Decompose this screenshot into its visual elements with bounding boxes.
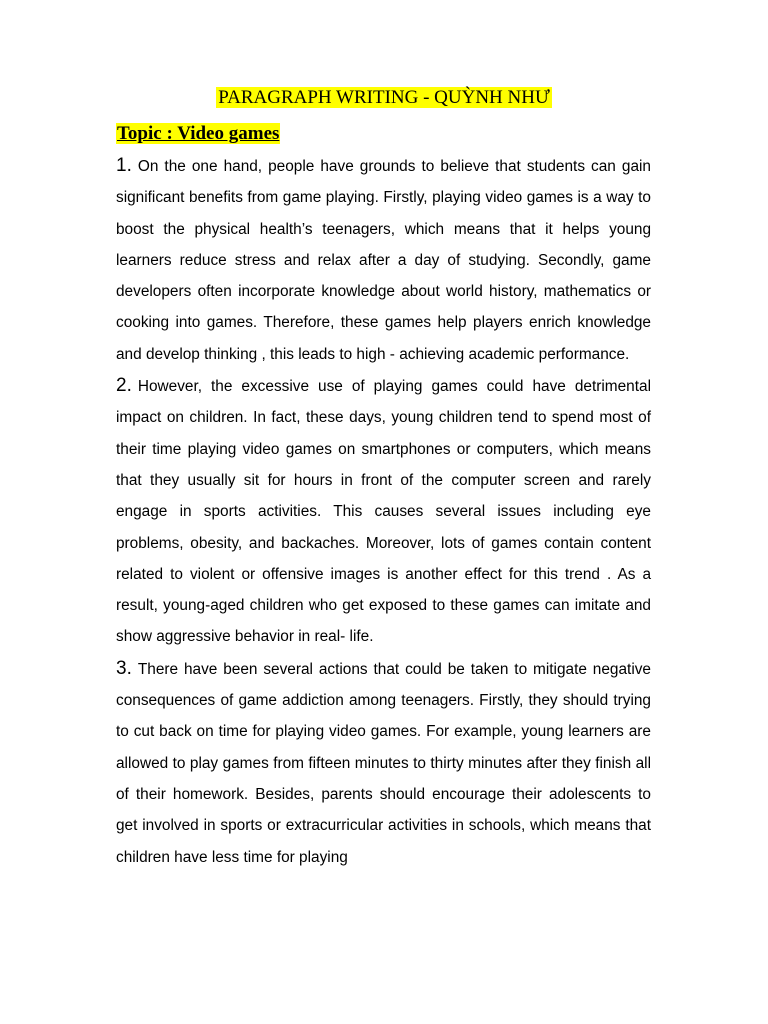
paragraph-1 — [116, 150, 651, 370]
paragraph-1-text: On the one hand, people have grounds to believe that students can gain significant benefits from game playing. Firstly, playing video games is a way to boost the physical health’s teenagers, which means that it helps young learners reduce stress and relax after a day of studying. Secondly, game developers often incorporate knowledge about world history, mathematics or cooking into games. Therefore, these games help players enrich knowledge and develop thinking , this leads to high - achieving academic performance. — [116, 158, 651, 363]
paragraph-2 — [116, 370, 651, 653]
paragraph-2-text: However, the excessive use of playing games could have detrimental impact on children. In fact, these days, young children tend to spend most of their time playing video games on smartphones or computers, which means that they usually sit for hours in front of the computer screen and rarely engage in sports activities. This causes several issues including eye problems, obesity, and backaches. Moreover, lots of games contain content related to violent or offensive images is another effect for this trend . As a result, young-aged children who get exposed to these games can imitate and show aggressive behavior in real- life. — [116, 378, 651, 646]
paragraph-3-number: 3. — [116, 657, 132, 679]
paragraph-2-number: 2. — [116, 375, 132, 397]
paragraph-1-number: 1. — [116, 155, 132, 176]
document-title — [0, 86, 768, 110]
document-body — [116, 150, 651, 873]
paragraph-3 — [116, 653, 651, 873]
topic-heading — [116, 121, 280, 147]
document-title-text: PARAGRAPH WRITING - QUỲNH NHƯ — [218, 87, 550, 108]
topic-heading-text: Topic : Video games — [117, 123, 280, 144]
paragraph-3-text: There have been several actions that could be taken to mitigate negative consequences of game addiction among teenagers. Firstly, they should trying to cut back on time for playing video games. For example, young learners are allowed to play games from fifteen minutes to thirty minutes after they finish all of their homework. Besides, parents should encourage their adolescents to get involved in sports or extracurricular activities in schools, which means that children have less time for playing — [116, 660, 651, 866]
